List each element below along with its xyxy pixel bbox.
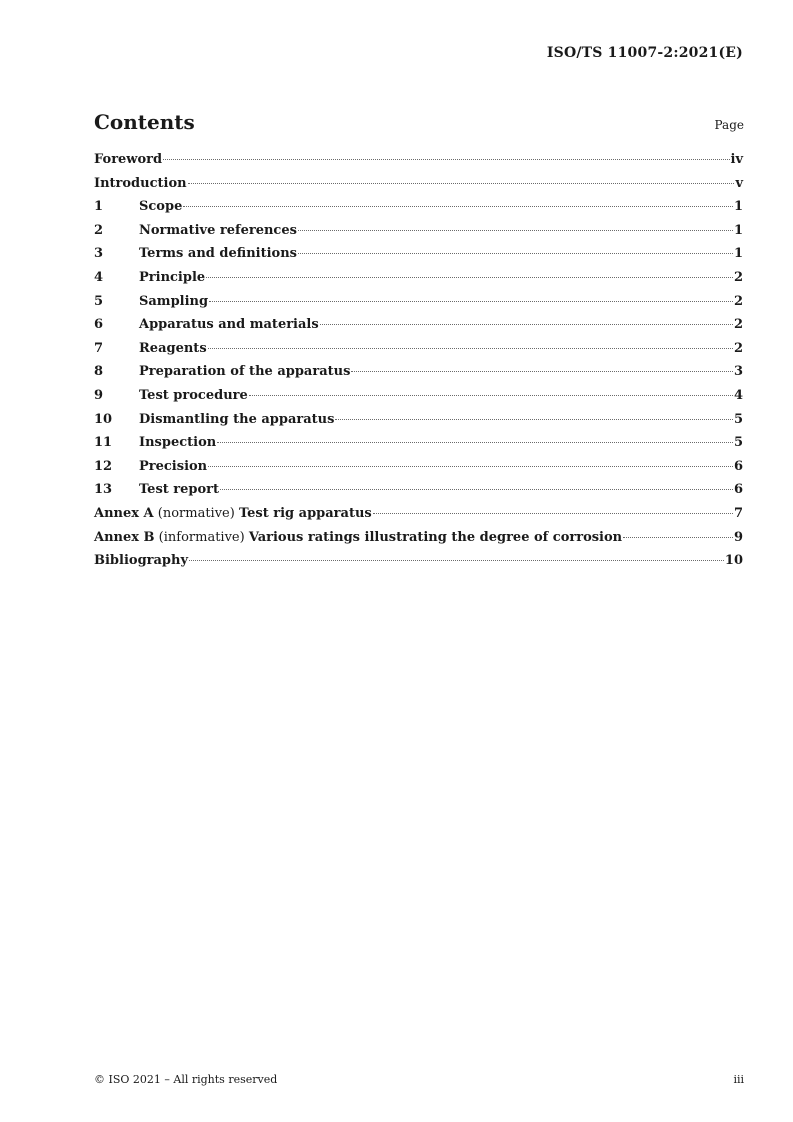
toc-entry-number: 9	[94, 387, 104, 403]
toc-entry-title: Test procedure	[139, 387, 248, 403]
contents-header	[94, 110, 744, 134]
annex-title: Various ratings illustrating the degree of corrosion	[248, 529, 623, 545]
toc-entry-title: Normative references	[139, 222, 297, 238]
toc-entry-page: 4	[733, 387, 743, 403]
toc-entry-page: 2	[733, 340, 743, 356]
annex-title: Test rig apparatus	[238, 505, 372, 521]
toc-entry-apparatus-and-materials[interactable]	[94, 317, 743, 341]
dot-leader	[351, 371, 733, 372]
toc-entry-title: Scope	[139, 199, 183, 215]
toc-entry-title: Bibliography	[94, 553, 189, 569]
copyright-notice: © ISO 2021 – All rights reserved	[94, 1073, 278, 1086]
toc-entry-title: Sampling	[139, 293, 209, 309]
toc-entry-title	[94, 506, 372, 521]
dot-leader	[208, 466, 733, 467]
toc-entry-page: 1	[733, 222, 743, 238]
toc-entry-page: v	[735, 175, 743, 191]
toc-entry-principle[interactable]	[94, 270, 743, 294]
toc-entry-title: Foreword	[94, 152, 163, 167]
toc-entry-title: Dismantling the apparatus	[139, 411, 335, 427]
dot-leader	[335, 419, 733, 420]
dot-leader	[163, 159, 729, 160]
toc-entry-page: 2	[733, 269, 743, 285]
toc-entry-title: Precision	[139, 458, 208, 474]
dot-leader	[373, 513, 733, 514]
toc-entry-page: 9	[733, 529, 743, 545]
dot-leader	[206, 277, 733, 278]
toc-entry-page: 1	[733, 199, 743, 215]
toc-entry-title: Inspection	[139, 435, 217, 451]
toc-entry-number: 4	[94, 269, 104, 285]
toc-entry-page: 2	[733, 317, 743, 333]
dot-leader	[217, 442, 733, 443]
toc-entry-normative-references[interactable]	[94, 223, 743, 247]
toc-entry-number: 8	[94, 364, 104, 380]
dot-leader	[298, 253, 733, 254]
toc-entry-page: 10	[724, 553, 743, 569]
dot-leader	[623, 537, 733, 538]
document-id: ISO/TS 11007-2:2021(E)	[546, 45, 743, 61]
toc-entry-page: iv	[730, 152, 743, 167]
toc-entry-annex-b[interactable]	[94, 530, 743, 554]
dot-leader	[183, 206, 733, 207]
toc-entry-title: Reagents	[139, 340, 207, 356]
annex-label: Annex A	[94, 505, 154, 521]
toc-entry-title: Principle	[139, 269, 206, 285]
annex-kind: (normative)	[153, 505, 239, 521]
toc-entry-number: 7	[94, 340, 104, 356]
annex-label: Annex B	[94, 529, 155, 545]
dot-leader	[249, 395, 733, 396]
toc-entry-number: 6	[94, 317, 104, 333]
dot-leader	[188, 183, 735, 184]
toc-entry-page: 2	[733, 293, 743, 309]
annex-kind: (informative)	[154, 529, 249, 545]
toc-entry-page: 6	[733, 458, 743, 474]
toc-entry-precision[interactable]	[94, 459, 743, 483]
page-number: iii	[733, 1073, 744, 1086]
toc-entry-test-report[interactable]	[94, 482, 743, 506]
toc-entry-page: 5	[733, 411, 743, 427]
dot-leader	[320, 324, 733, 325]
toc-entry-sampling[interactable]	[94, 294, 743, 318]
toc-entry-introduction[interactable]	[94, 176, 743, 200]
dot-leader	[208, 348, 733, 349]
toc-entry-reagents[interactable]	[94, 341, 743, 365]
toc-entry-title: Preparation of the apparatus	[139, 364, 351, 380]
dot-leader	[220, 489, 733, 490]
toc-entry-inspection[interactable]	[94, 435, 743, 459]
toc-entry-title	[94, 530, 622, 545]
toc-entry-test-procedure[interactable]	[94, 388, 743, 412]
toc-entry-number: 13	[94, 482, 113, 498]
toc-entry-preparation-of-the-apparatus[interactable]	[94, 364, 743, 388]
toc-entry-page: 1	[733, 246, 743, 262]
toc-entry-page: 5	[733, 435, 743, 451]
toc-entry-number: 11	[94, 435, 113, 451]
toc-entry-page: 6	[733, 482, 743, 498]
dot-leader	[189, 560, 724, 561]
toc-entry-title: Test report	[139, 482, 220, 498]
page-column-label: Page	[714, 118, 744, 132]
toc-entry-page: 3	[733, 364, 743, 380]
toc-entry-number: 5	[94, 293, 104, 309]
toc-entry-dismantling-the-apparatus[interactable]	[94, 412, 743, 436]
table-of-contents	[94, 152, 743, 577]
toc-entry-page: 7	[733, 505, 743, 521]
toc-entry-title: Apparatus and materials	[139, 317, 319, 333]
toc-entry-annex-a[interactable]	[94, 506, 743, 530]
toc-entry-title: Terms and definitions	[139, 246, 297, 262]
toc-entry-number: 3	[94, 246, 104, 262]
contents-title: Contents	[94, 110, 195, 134]
toc-entry-number: 10	[94, 411, 113, 427]
toc-entry-number: 12	[94, 458, 113, 474]
dot-leader	[209, 301, 733, 302]
toc-entry-number: 2	[94, 222, 104, 238]
page-footer	[94, 1073, 744, 1086]
toc-entry-title: Introduction	[94, 175, 187, 191]
toc-entry-number: 1	[94, 199, 104, 215]
toc-entry-terms-and-definitions[interactable]	[94, 246, 743, 270]
dot-leader	[298, 230, 733, 231]
toc-entry-bibliography[interactable]	[94, 553, 743, 577]
toc-entry-foreword[interactable]	[94, 152, 743, 176]
toc-entry-scope[interactable]	[94, 199, 743, 223]
